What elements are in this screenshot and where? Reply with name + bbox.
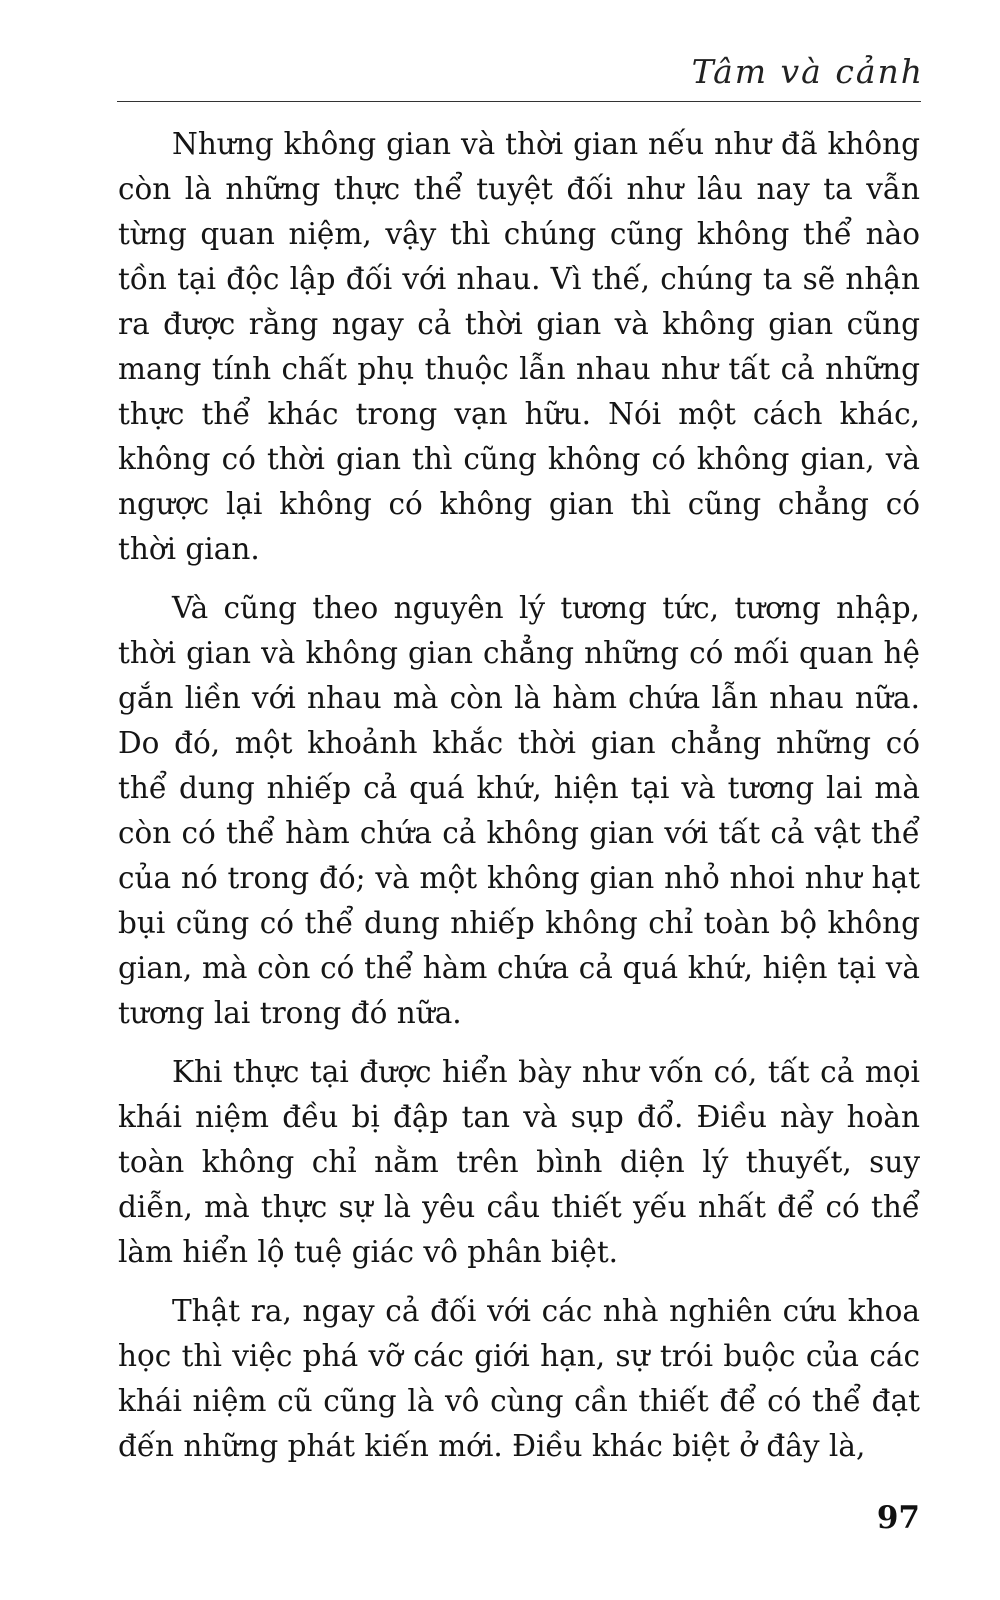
page-number: 97 <box>876 1500 920 1536</box>
paragraph-3: Khi thực tại được hiển bày như vốn có, tất cả mọi khái niệm đều bị đập tan và sụp đổ. Điều này hoàn toàn không chỉ nằm trên bình diện lý thuyết, suy diễn, mà thực sự là yêu cầu thiết yếu nhất để có thể làm hiển lộ tuệ giác vô phân biệt. <box>118 1055 920 1269</box>
paragraph-2: Và cũng theo nguyên lý tương tức, tương nhập, thời gian và không gian chẳng những có mối quan hệ gắn liền với nhau mà còn là hàm chứa lẫn nhau nữa. Do đó, một khoảnh khắc thời gian chẳng những có thể dung nhiếp cả quá khứ, hiện tại và tương lai mà còn có thể hàm chứa cả không gian với tất cả vật thể của nó trong đó; và một không gian nhỏ nhoi như hạt bụi cũng có thể dung nhiếp không chỉ toàn bộ không gian, mà còn có thể hàm chứa cả quá khứ, hiện tại và tương lai trong đó nữa. <box>118 591 920 1030</box>
running-header-title: Tâm và cảnh <box>691 52 924 91</box>
body-text <box>118 122 920 1483</box>
header-rule <box>117 101 921 102</box>
paragraph-1: Nhưng không gian và thời gian nếu như đã không còn là những thực thể tuyệt đối như lâu nay ta vẫn từng quan niệm, vậy thì chúng cũng không thể nào tồn tại độc lập đối với nhau. Vì thế, chúng ta sẽ nhận ra được rằng ngay cả thời gian và không gian cũng mang tính chất phụ thuộc lẫn nhau như tất cả những thực thể khác trong vạn hữu. Nói một cách khác, không có thời gian thì cũng không có không gian, và ngược lại không có không gian thì cũng chẳng có thời gian. <box>118 127 920 566</box>
paragraph-4: Thật ra, ngay cả đối với các nhà nghiên cứu khoa học thì việc phá vỡ các giới hạn, sự trói buộc của các khái niệm cũ cũng là vô cùng cần thiết để có thể đạt đến những phát kiến mới. Điều khác biệt ở đây là, <box>118 1294 920 1463</box>
